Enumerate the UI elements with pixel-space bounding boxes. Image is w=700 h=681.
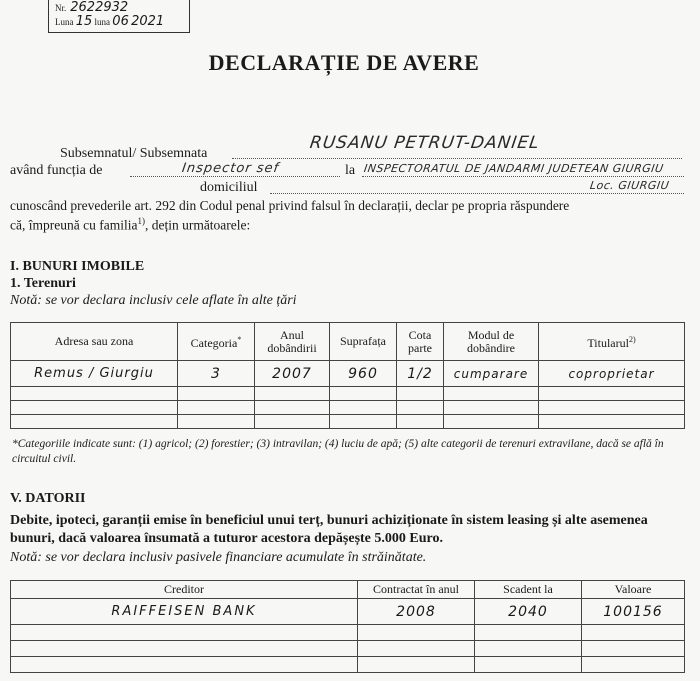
terenuri-table [10, 322, 685, 429]
section-1-subheading: 1. Terenuri [10, 276, 76, 291]
col-anul: Anul dobândirii [255, 323, 330, 361]
institutia-handwritten: INSPECTORATUL DE JANDARMI JUDETEAN GIURGIU [363, 162, 665, 175]
col-categoria: Categoria* [178, 323, 255, 361]
section-5-description: Debite, ipoteci, garanții emise în beneficiul unui terț, bunuri achiziționate în sistem leasing și alte asemenea bunuri, dacă valoarea însumată a tuturor acestora depășește 5.000 Euro. [10, 513, 648, 546]
col-creditor: Creditor [11, 581, 358, 599]
cell-cota: 1/2 [397, 361, 444, 387]
document-title: DECLARAȚIE DE AVERE [208, 50, 480, 75]
cell-titular: coproprietar [539, 361, 685, 387]
institutia-line [362, 176, 684, 177]
section-1-footnote: *Categoriile indicate sunt: (1) agricol; (2) forestier; (3) intravilan; (4) luciu de apă; (5) alte categorii de terenuri extravilane, dacă se află în circuitul civil. [12, 438, 664, 465]
section-5-nota: Notă: se vor declara inclusiv pasivele financiare acumulate în străinătate. [10, 550, 427, 565]
col-contractat: Contractat în anul [358, 581, 475, 599]
col-suprafata: Suprafața [330, 323, 397, 361]
section-5-heading: V. DATORII [10, 491, 86, 506]
table-row [11, 599, 685, 625]
col-valoare: Valoare [582, 581, 685, 599]
table-row [11, 657, 685, 673]
table-row [11, 625, 685, 641]
section-1-nota: Notă: se vor declara inclusiv cele aflate în alte țări [10, 293, 297, 308]
table-row [11, 387, 685, 401]
section-1-heading: I. BUNURI IMOBILE [10, 259, 145, 274]
col-cota: Cota parte [397, 323, 444, 361]
col-scadent: Scadent la [475, 581, 582, 599]
subsemnatul-label: Subsemnatul/ Subsemnata [60, 146, 208, 161]
domiciliul-line [270, 193, 684, 194]
table-row [11, 361, 685, 387]
cell-valoare: 100156 [582, 599, 685, 625]
domiciliul-label: domiciliul [200, 180, 258, 195]
functia-line [130, 176, 340, 177]
functia-handwritten: Inspector sef [180, 161, 281, 176]
cell-categoria: 3 [178, 361, 255, 387]
stamp-date: Luna 15 luna 06 2021 [55, 14, 165, 29]
cell-adresa: Remus / Giurgiu [11, 361, 178, 387]
table-row [11, 415, 685, 429]
terenuri-header-row [11, 323, 685, 361]
stamp-number: Nr. 2622932 [55, 0, 129, 15]
functia-label: având funcția de [10, 163, 103, 178]
datorii-table [10, 580, 685, 673]
domiciliul-handwritten: Loc. GIURGIU [589, 179, 671, 192]
cell-creditor: RAIFFEISEN BANK [11, 599, 358, 625]
declaration-line-1: cunoscând prevederile art. 292 din Codul penal privind falsul în declarații, declar pe propria răspundere [10, 198, 570, 213]
cell-anul: 2007 [255, 361, 330, 387]
col-adresa: Adresa sau zona [11, 323, 178, 361]
name-handwritten: RUSANU PETRUT-DANIEL [308, 133, 542, 153]
cell-contractat: 2008 [358, 599, 475, 625]
col-modul: Modul de dobândire [444, 323, 539, 361]
cell-suprafata: 960 [330, 361, 397, 387]
declaration-line-2: că, împreună cu familia$^{1)}$, dețin următoarele: [10, 216, 251, 233]
cell-modul: cumparare [444, 361, 539, 387]
table-row [11, 401, 685, 415]
la-label: la [345, 163, 356, 178]
table-row [11, 641, 685, 657]
col-titularul: Titularul$^{2)}$ [539, 323, 685, 361]
datorii-header-row [11, 581, 685, 599]
cell-scadent: 2040 [475, 599, 582, 625]
registration-stamp [48, 0, 190, 33]
name-line [232, 158, 682, 159]
